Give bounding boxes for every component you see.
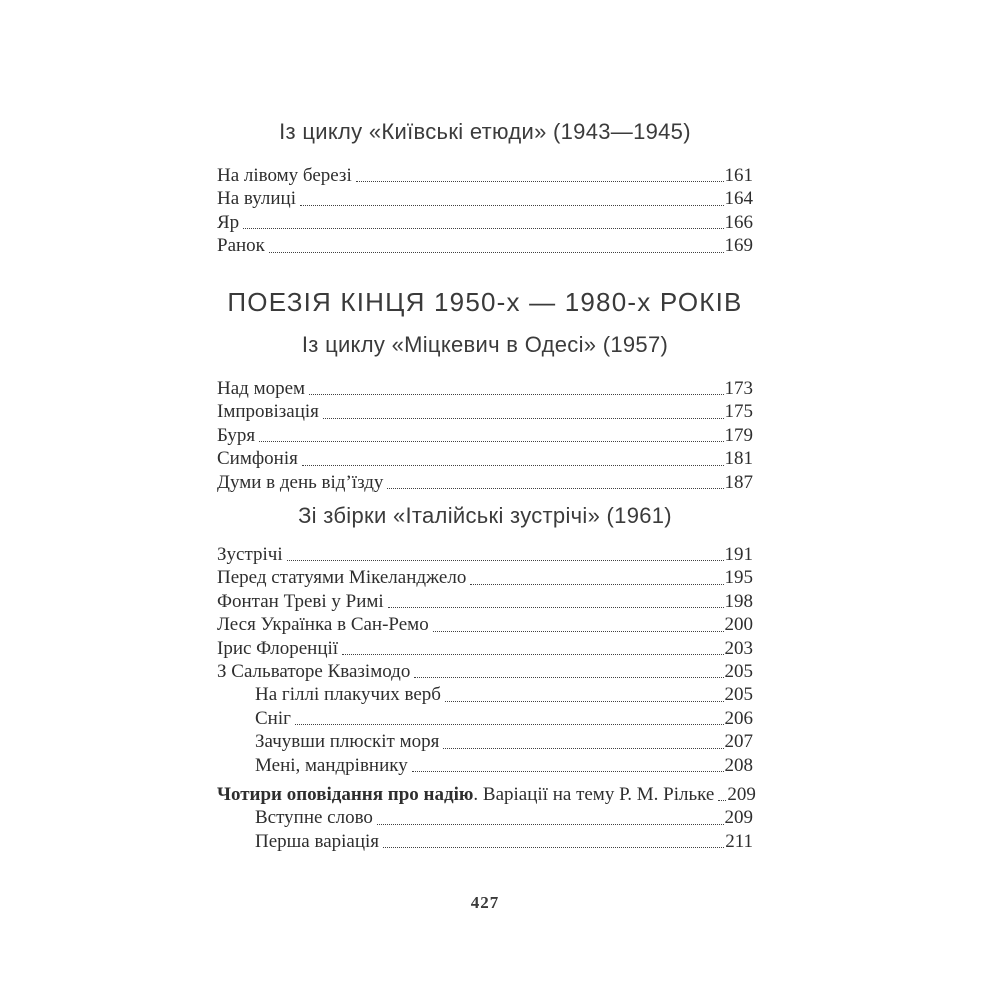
toc-entry-title: Зачувши плюскіт моря xyxy=(255,731,440,753)
dot-leader xyxy=(443,748,723,749)
dot-leader xyxy=(387,488,723,489)
toc-entry-title: Над морем xyxy=(217,377,306,399)
dot-leader xyxy=(259,441,723,442)
toc-entry xyxy=(217,447,753,470)
toc-entry-sub xyxy=(217,754,753,777)
toc-entry-page-number: 209 xyxy=(724,807,753,829)
dot-leader xyxy=(269,252,724,253)
toc-entry-sub xyxy=(217,806,753,829)
dot-leader xyxy=(445,701,724,702)
dot-leader xyxy=(470,584,723,585)
toc-entry-title: Леся Українка в Сан-Ремо xyxy=(217,614,429,636)
dot-leader xyxy=(388,607,724,608)
dot-leader xyxy=(302,465,724,466)
dot-leader xyxy=(300,205,724,206)
toc-entry-page-number: 169 xyxy=(724,235,753,257)
section-heading-italian-collection: Зі збірки «Італійські зустрічі» (1961) xyxy=(298,503,672,528)
toc-entry-title: Симфонія xyxy=(217,448,298,470)
toc-entry-page-number: 191 xyxy=(724,543,753,565)
folio-page-number: 427 xyxy=(470,893,500,912)
toc-list-hope xyxy=(217,783,756,853)
toc-entry-page-number: 164 xyxy=(724,188,753,210)
toc-list-mickiewicz xyxy=(217,377,753,494)
toc-entry xyxy=(217,637,753,660)
toc-entry xyxy=(217,590,753,613)
toc-list-kyiv xyxy=(217,164,753,258)
toc-entry-title: Імпровізація xyxy=(217,401,319,423)
toc-entry xyxy=(217,187,753,210)
toc-entry-title: Фонтан Треві у Римі xyxy=(217,590,384,612)
toc-entry-title: Ірис Флоренції xyxy=(217,637,339,659)
dot-leader xyxy=(414,677,723,678)
dot-leader xyxy=(377,824,724,825)
dot-leader xyxy=(243,228,723,229)
dot-leader xyxy=(356,181,724,182)
toc-entry-page-number: 181 xyxy=(724,448,753,470)
toc-entry-title-bold: Чотири оповідання про надію xyxy=(217,783,474,805)
section-heading-mickiewicz-cycle: Із циклу «Міцкевич в Одесі» (1957) xyxy=(301,332,669,357)
toc-entry-page-number: 179 xyxy=(724,424,753,446)
toc-entry-hope xyxy=(217,783,756,806)
toc-list-italian xyxy=(217,543,753,777)
toc-entry-page-number: 208 xyxy=(724,754,753,776)
toc-entry-page-number: 205 xyxy=(724,684,753,706)
toc-entry-title: Ранок xyxy=(217,235,265,257)
toc-entry-page-number: 166 xyxy=(724,211,753,233)
toc-entry xyxy=(217,660,753,683)
toc-entry xyxy=(217,424,753,447)
dot-leader xyxy=(383,847,724,848)
toc-entry-title: Сніг xyxy=(255,707,291,729)
toc-entry-page-number: 161 xyxy=(724,164,753,186)
toc-entry-title: Вступне слово xyxy=(255,807,373,829)
dot-leader xyxy=(309,394,723,395)
dot-leader xyxy=(287,560,724,561)
toc-entry-title: На лівому березі xyxy=(217,164,352,186)
toc-entry-title: Яр xyxy=(217,211,240,233)
toc-entry-title: З Сальваторе Квазімодо xyxy=(217,660,411,682)
toc-entry-sub xyxy=(217,683,753,706)
toc-entry-title: На гіллі плакучих верб xyxy=(255,684,441,706)
toc-entry xyxy=(217,613,753,636)
dot-leader xyxy=(323,418,724,419)
toc-entry xyxy=(217,164,753,187)
dot-leader xyxy=(342,654,723,655)
toc-entry-page-number: 205 xyxy=(724,660,753,682)
part-heading: ПОЕЗІЯ КІНЦЯ 1950-х — 1980-х РОКІВ xyxy=(227,287,743,317)
dot-leader xyxy=(295,724,724,725)
section-heading-kyiv-cycle: Із циклу «Київські етюди» (1943—1945) xyxy=(279,119,691,144)
toc-entry-title: Перед статуями Мікеланджело xyxy=(217,567,467,589)
toc-entry-title: Зустрічі xyxy=(217,543,283,565)
dot-leader xyxy=(433,631,724,632)
toc-entry-sub xyxy=(217,730,753,753)
toc-entry-page-number: 187 xyxy=(724,471,753,493)
toc-entry xyxy=(217,471,753,494)
toc-entry-sub xyxy=(217,707,753,730)
toc-entry-title xyxy=(217,783,714,806)
toc-entry-title-rest: . Варіації на тему Р. М. Рільке xyxy=(473,783,715,805)
toc-entry xyxy=(217,400,753,423)
toc-entry-page-number: 203 xyxy=(724,637,753,659)
toc-entry-title: Мені, мандрівнику xyxy=(255,754,408,776)
toc-entry-page-number: 209 xyxy=(727,783,756,805)
toc-entry-page-number: 206 xyxy=(724,707,753,729)
toc-entry xyxy=(217,543,753,566)
toc-entry-page-number: 173 xyxy=(724,377,753,399)
toc-entry-page-number: 200 xyxy=(724,614,753,636)
toc-entry-title: Буря xyxy=(217,424,256,446)
toc-entry xyxy=(217,377,753,400)
dot-leader xyxy=(412,771,724,772)
toc-entry-sub xyxy=(217,830,753,853)
toc-entry xyxy=(217,211,753,234)
toc-entry-title: Думи в день від’їзду xyxy=(217,471,384,493)
toc-entry-title: Перша варіація xyxy=(255,830,380,852)
toc-entry-page-number: 211 xyxy=(725,830,753,852)
toc-entry-page-number: 198 xyxy=(724,590,753,612)
toc-entry-title: На вулиці xyxy=(217,188,296,210)
toc-entry xyxy=(217,566,753,589)
toc-entry-page-number: 207 xyxy=(724,731,753,753)
toc-entry-page-number: 175 xyxy=(724,401,753,423)
toc-entry-page-number: 195 xyxy=(724,567,753,589)
toc-entry xyxy=(217,234,753,257)
dot-leader xyxy=(718,800,726,801)
